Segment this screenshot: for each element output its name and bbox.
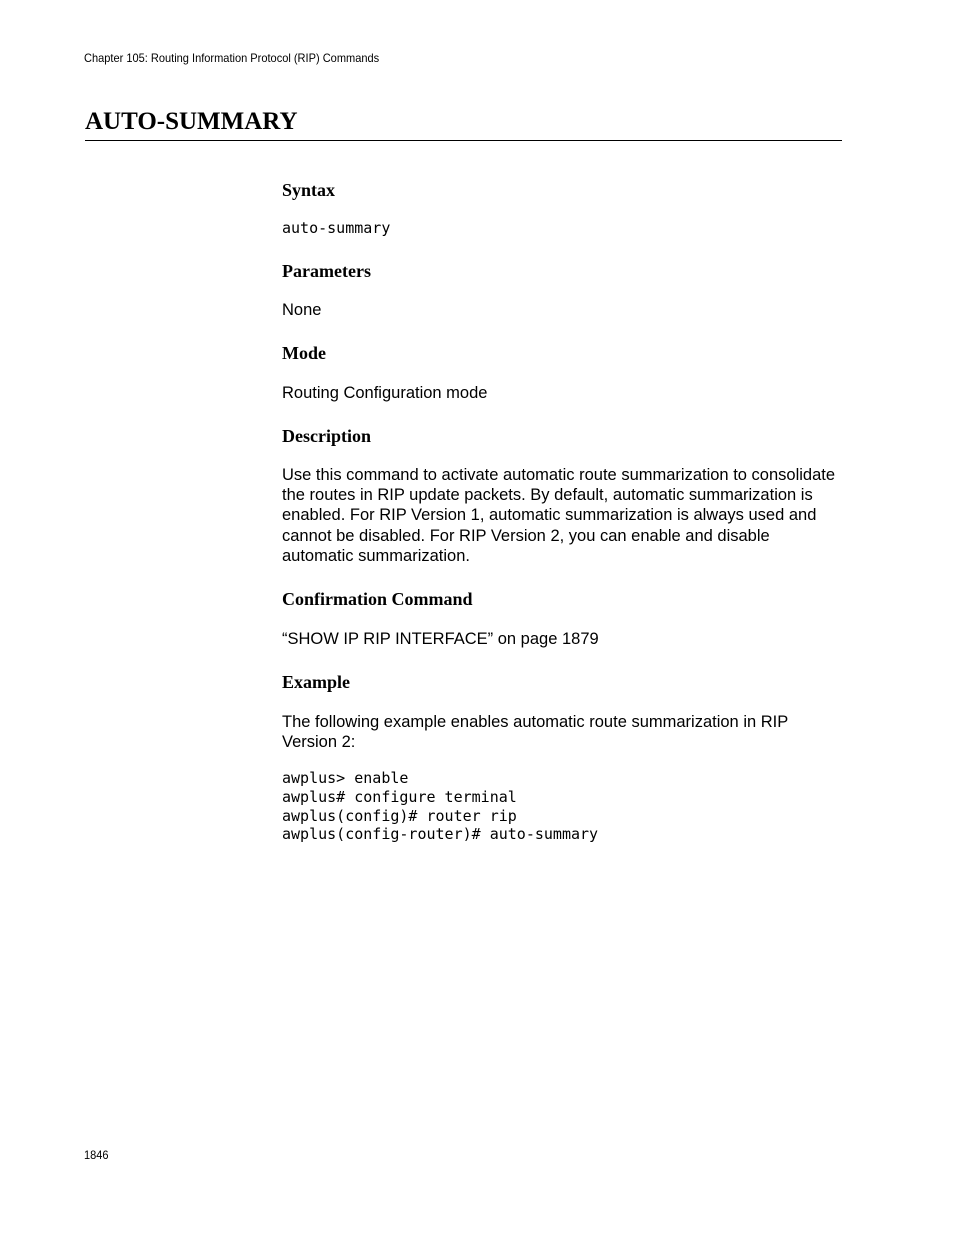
confirmation-link[interactable]: “SHOW IP RIP INTERFACE” on page 1879 [282,630,599,648]
confirmation-heading: Confirmation Command [282,589,473,609]
example-code-line: awplus(config)# router rip [282,807,517,825]
example-heading: Example [282,672,351,692]
example-code-line: awplus(config-router)# auto-summary [282,825,599,843]
page-title: AUTO-SUMMARY [85,108,298,135]
parameters-text: None [282,301,322,319]
title-rule [85,140,842,141]
example-code-line: awplus# configure terminal [282,788,517,806]
example-text: The following example enables automatic route summarization in RIP Version 2: [282,713,788,752]
page-number: 1846 [84,1148,109,1162]
confirmation-text [282,629,842,649]
description-heading: Description [282,426,371,446]
running-header: Chapter 105: Routing Information Protocol (RIP) Commands [84,51,380,65]
mode-heading: Mode [282,343,326,363]
parameters-heading: Parameters [282,261,371,281]
mode-text: Routing Configuration mode [282,384,488,402]
example-code-line: awplus> enable [282,769,409,787]
syntax-heading: Syntax [282,180,336,200]
syntax-code: auto-summary [282,219,391,237]
description-text: Use this command to activate automatic route summarization to consolidate the routes in RIP update packets. By default, automatic summarization is enabled. For RIP Version 1, automatic summarization is always used and cannot be disabled. For RIP Version 2, you can enable and disable automatic summarization. [282,466,836,565]
